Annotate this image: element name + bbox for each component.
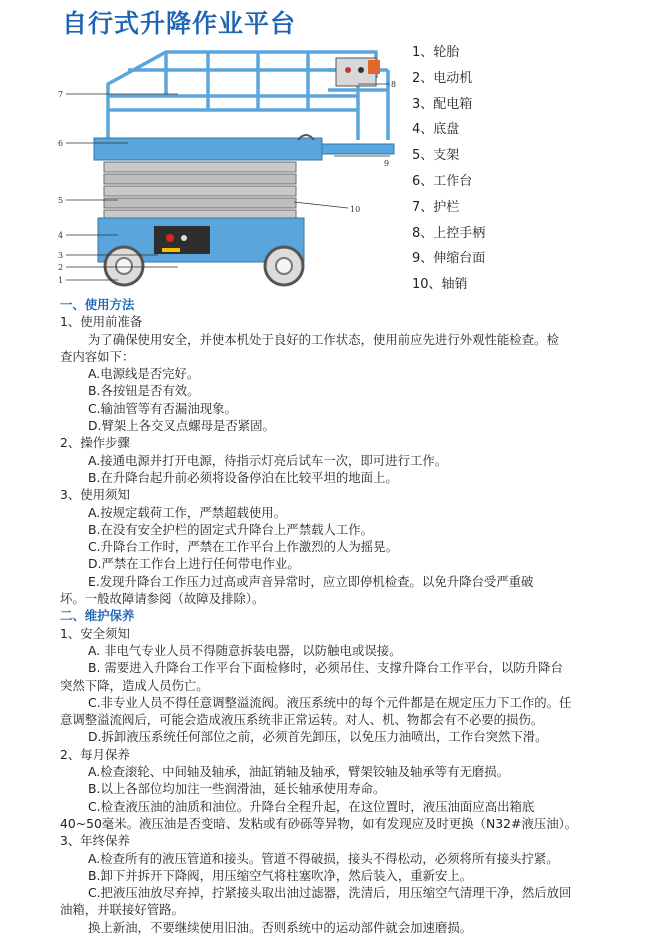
text-line: 换上新油，不要继续使用旧油。否则系统中的运动部件就会加速磨损。 [88, 919, 473, 935]
extension-deck [322, 144, 394, 154]
subsection-heading: 2、操作步骤 [60, 435, 130, 451]
text-line: C.把液压油放尽弃掉，拧紧接头取出油过滤器，洗清后，用压缩空气清理干净，然后放回 [88, 885, 572, 901]
text-line: C.检查液压油的油质和油位。升降台全程升起，在这位置时，液压油面应高出箱底 [88, 798, 535, 814]
part-item: 2、电动机 [412, 70, 473, 86]
text-line: A. 非电气专业人员不得随意拆装电器，以防触电或误接。 [88, 642, 402, 658]
upper-control-box [336, 58, 380, 86]
text-line: 意调整溢流阀后，可能会造成液压系统非正常运转。对人、机、物都会有不必要的损伤。 [60, 712, 544, 728]
text-line: A.接通电源并打开电源，待指示灯亮后试车一次，即可进行工作。 [88, 452, 448, 468]
electrical-box [154, 226, 210, 254]
part-item: 7、护栏 [412, 199, 460, 215]
text-line: B.在升降台起升前必须将设备停泊在比较平坦的地面上。 [88, 469, 398, 485]
text-line: 坏。一般故障请参阅（故障及排除）。 [60, 591, 265, 607]
text-line: 油箱，并联接好管路。 [60, 902, 184, 918]
text-line: D.拆卸液压系统任何部位之前，必须首先卸压，以免压力油喷出，工作台突然下滑。 [88, 729, 548, 745]
subsection-heading: 1、使用前准备 [60, 314, 143, 330]
text-line: B. 需要进入升降台工作平台下面检修时，必须吊住、支撑升降台工作平台，以防升降台 [88, 660, 563, 676]
part-item: 5、支架 [412, 148, 460, 164]
scissor-arms [104, 162, 296, 218]
callout-3: 3 [58, 251, 64, 260]
text-line: C.输油管等有否漏油现象。 [88, 400, 237, 416]
text-line: B.以上各部位均加注一些润滑油，延长轴承使用寿命。 [88, 781, 386, 797]
text-line: 突然下降，造成人员伤亡。 [60, 677, 209, 693]
page-title: 自行式升降作业平台 [62, 9, 297, 38]
callout-5: 5 [58, 196, 64, 205]
text-line: C.非专业人员不得任意调整溢流阀。液压系统中的每个元件都是在规定压力下工作的。任 [88, 694, 572, 710]
part-item: 4、底盘 [412, 122, 460, 138]
part-item: 9、伸缩台面 [412, 251, 486, 267]
text-line: D.严禁在工作台上进行任何带电作业。 [88, 556, 300, 572]
subsection-heading: 2、每月保养 [60, 746, 130, 762]
subsection-heading: 1、安全须知 [60, 625, 130, 641]
text-line: C.升降台工作时，严禁在工作平台上作激烈的人为摇晃。 [88, 539, 398, 555]
scissor-lift-illustration [58, 40, 398, 290]
text-line: B.各按钮是否有效。 [88, 383, 200, 399]
callout-10: 10 [350, 205, 361, 214]
work-platform [94, 138, 322, 160]
text-line: B.在没有安全护栏的固定式升降台上严禁载人工作。 [88, 521, 374, 537]
callout-8: 8 [391, 80, 397, 89]
text-line: D.臂架上各交叉点螺母是否紧固。 [88, 418, 275, 434]
callout-9: 9 [384, 159, 390, 168]
part-item: 8、上控手柄 [412, 225, 486, 241]
text-line: B.卸下并拆开下降阀，用压缩空气将柱塞吹净，然后装入，重新安上。 [88, 867, 473, 883]
text-line: 查内容如下： [60, 348, 135, 364]
part-item: 10、轴销 [412, 277, 468, 293]
subsection-heading: 3、年终保养 [60, 833, 130, 849]
callout-6: 6 [58, 139, 64, 148]
instructions-body [60, 296, 656, 936]
text-line: A.检查滚轮、中间轴及轴承，油缸销轴及轴承，臂架铰轴及轴承等有无磨损。 [88, 764, 510, 780]
text-line: 为了确保使用安全，并使本机处于良好的工作状态，使用前应先进行外观性能检查。检 [88, 331, 559, 347]
subsection-heading: 3、使用须知 [60, 487, 130, 503]
part-item: 6、工作台 [412, 173, 473, 189]
callout-1: 1 [58, 276, 64, 285]
callout-2: 2 [58, 263, 64, 272]
part-item: 1、轮胎 [412, 45, 460, 60]
text-line: 40~50毫米。液压油是否变暗、发粘或有砂砾等异物，如有发现应及时更换（N32#液压油）。 [60, 815, 578, 831]
text-line: A.检查所有的液压管道和接头。管道不得破损，接头不得松动，必须将所有接头拧紧。 [88, 850, 559, 866]
parts-list [412, 40, 652, 298]
section-heading: 一、使用方法 [60, 297, 135, 312]
text-line: E.发现升降台工作压力过高或声音异常时，应立即停机检查。以免升降台受严重破 [88, 573, 534, 589]
text-line: A.按规定载荷工作，严禁超载使用。 [88, 504, 287, 520]
part-item: 3、配电箱 [412, 96, 473, 112]
callout-7: 7 [58, 90, 64, 99]
callout-4: 4 [58, 231, 64, 240]
section-heading: 二、维护保养 [60, 608, 135, 624]
text-line: A.电源线是否完好。 [88, 366, 200, 382]
